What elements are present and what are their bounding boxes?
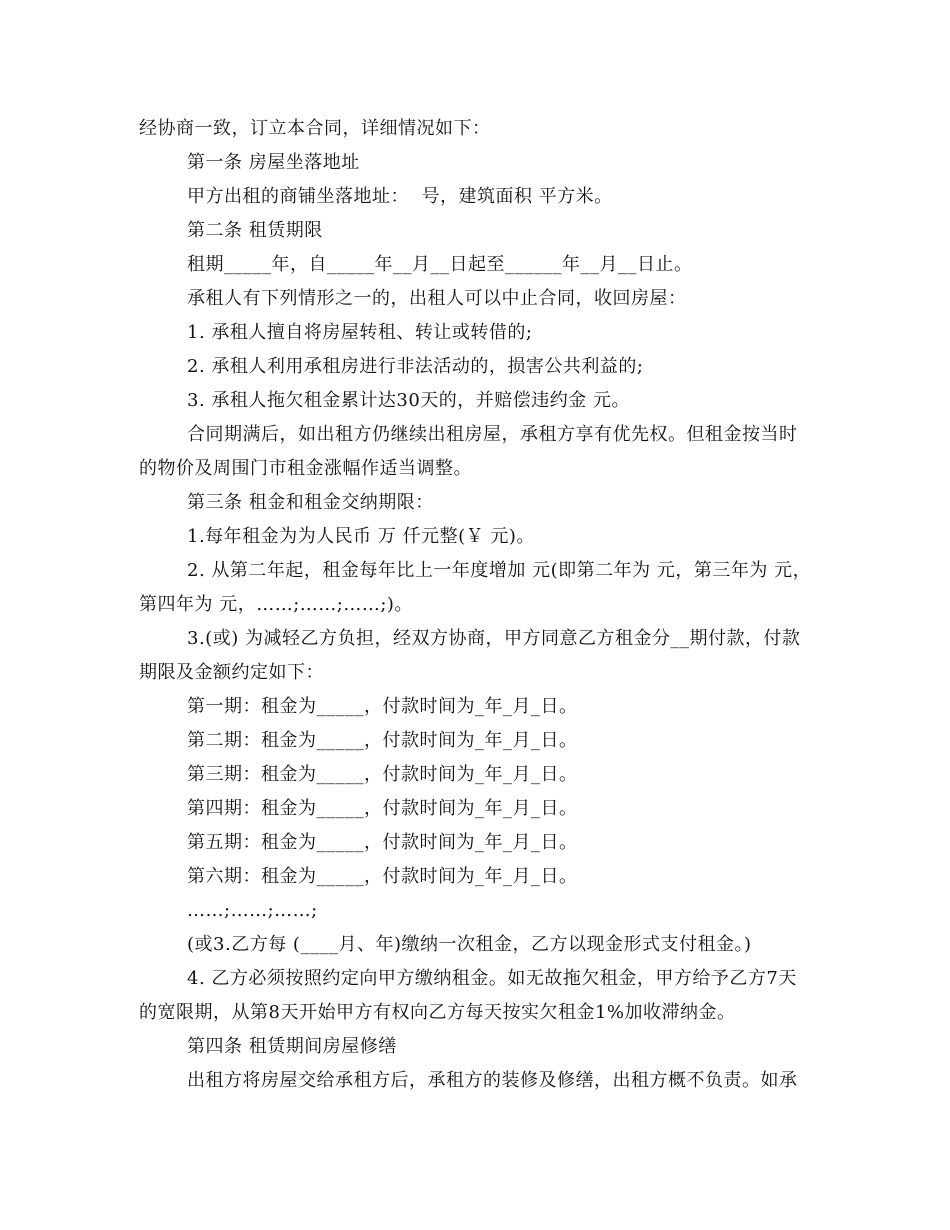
text-line: 承租人有下列情形之一的，出租人可以中止合同，收回房屋： bbox=[187, 288, 687, 309]
text-line: 的宽限期，从第8天开始甲方有权向乙方每天按实欠租金1%加收滞纳金。 bbox=[139, 1002, 736, 1023]
text-line: (或3.乙方每 (____月、年)缴纳一次租金，乙方以现金形式支付租金。) bbox=[187, 934, 752, 955]
text-line: 经协商一致，订立本合同，详细情况如下： bbox=[139, 118, 491, 139]
payment-period-line: 第一期：租金为_____，付款时间为_年_月_日。 bbox=[187, 696, 578, 717]
payment-period-line: 第二期：租金为_____，付款时间为_年_月_日。 bbox=[187, 730, 578, 751]
text-line: 的物价及周围门市租金涨幅作适当调整。 bbox=[139, 458, 472, 479]
article-heading: 第三条 租金和租金交纳期限： bbox=[187, 492, 434, 513]
text-line: 甲方出租的商铺坐落地址： 号，建筑面积 平方米。 bbox=[187, 186, 613, 207]
list-item: 2. 承租人利用承租房进行非法活动的，损害公共利益的; bbox=[187, 356, 644, 377]
text-line: 出租方将房屋交给承租方后，承租方的装修及修缮，出租方概不负责。如承 bbox=[187, 1070, 798, 1091]
list-item: 3.(或) 为减轻乙方负担，经双方协商，甲方同意乙方租金分__期付款，付款 bbox=[187, 628, 801, 649]
list-item: 1.每年租金为为人民币 万 仟元整(￥ 元)。 bbox=[187, 526, 535, 547]
list-item: 3. 承租人拖欠租金累计达30天的，并赔偿违约金 元。 bbox=[187, 390, 631, 411]
text-line: 租期_____年，自_____年__月__日起至______年__月__日止。 bbox=[187, 254, 693, 275]
list-item: 1. 承租人擅自将房屋转租、转让或转借的; bbox=[187, 322, 533, 343]
text-line: 合同期满后，如出租方仍继续出租房屋，承租方享有优先权。但租金按当时 bbox=[187, 424, 798, 445]
list-item: 2. 从第二年起，租金每年比上一年度增加 元(即第二年为 元，第三年为 元， bbox=[187, 560, 812, 581]
article-heading: 第二条 租赁期限 bbox=[187, 220, 323, 241]
payment-period-line: 第四期：租金为_____，付款时间为_年_月_日。 bbox=[187, 798, 578, 819]
text-line: ……;……;……; bbox=[187, 900, 318, 921]
payment-period-line: 第五期：租金为_____，付款时间为_年_月_日。 bbox=[187, 832, 578, 853]
article-heading: 第一条 房屋坐落地址 bbox=[187, 152, 360, 173]
payment-period-line: 第三期：租金为_____，付款时间为_年_月_日。 bbox=[187, 764, 578, 785]
payment-period-line: 第六期：租金为_____，付款时间为_年_月_日。 bbox=[187, 866, 578, 887]
text-line: 期限及金额约定如下： bbox=[139, 662, 324, 683]
article-heading: 第四条 租赁期间房屋修缮 bbox=[187, 1036, 397, 1057]
text-line: 第四年为 元，……;……;……;)。 bbox=[139, 594, 413, 615]
list-item: 4. 乙方必须按照约定向甲方缴纳租金。如无故拖欠租金，甲方给予乙方7天 bbox=[187, 968, 797, 989]
